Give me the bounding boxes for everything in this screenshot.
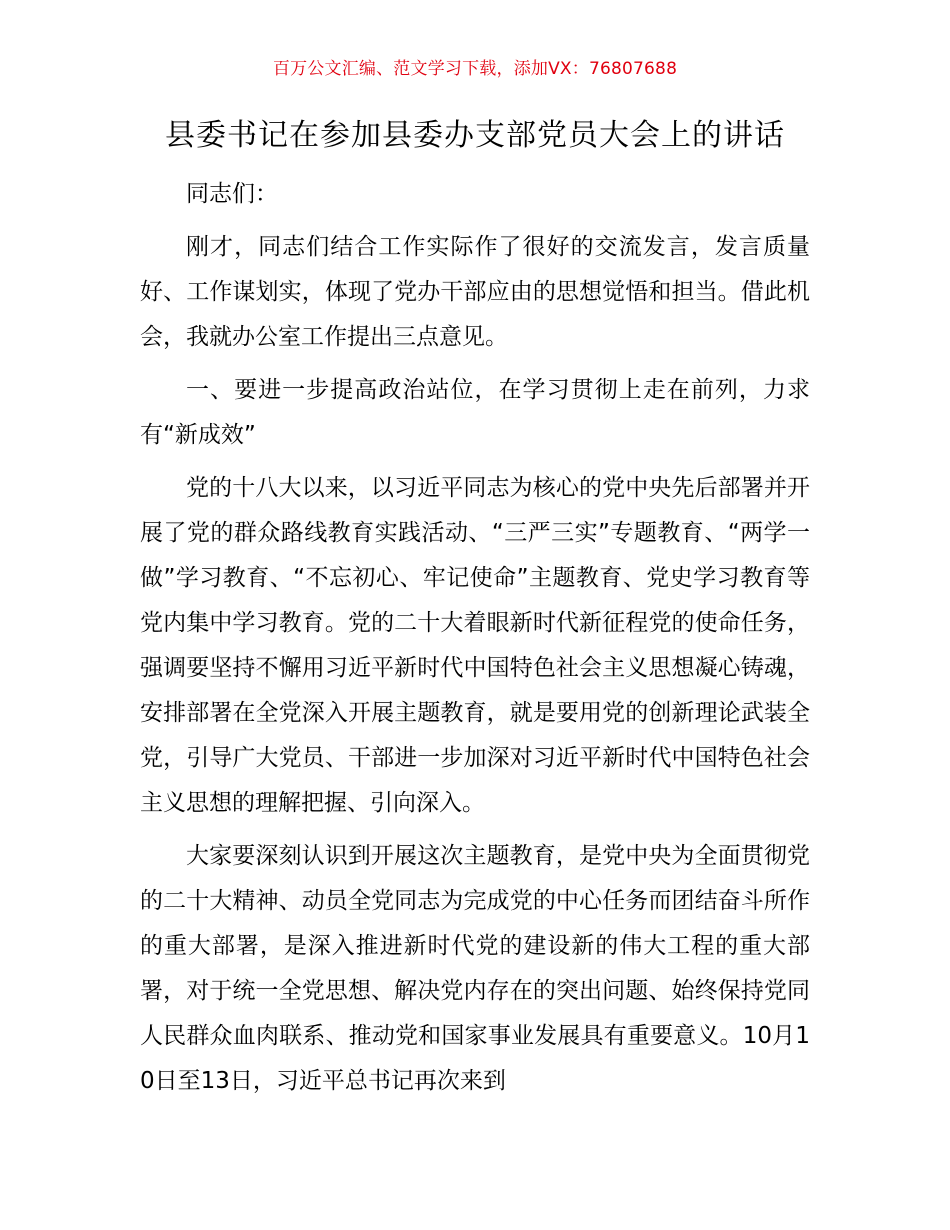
document-body [140, 172, 810, 1104]
watermark-banner: 百万公文汇编、范文学习下载，添加VX：76807688 [272, 59, 678, 79]
paragraph-intro: 刚才，同志们结合工作实际作了很好的交流发言，发言质量好、工作谋划实，体现了党办干部应由的思想觉悟和担当。借此机会，我就办公室工作提出三点意见。 [140, 234, 810, 350]
page-title: 县委书记在参加县委办支部党员大会上的讲话 [165, 118, 785, 153]
section-heading-1: 一、要进一步提高政治站位，在学习贯彻上走在前列，力求有“新成效” [140, 377, 810, 448]
paragraph-body-2: 大家要深刻认识到开展这次主题教育，是党中央为全面贯彻党的二十大精神、动员全党同志为完成党的中心任务而团结奋斗所作的重大部署，是深入推进新时代党的建设新的伟大工程的重大部署，对于统一全党思想、解决党内存在的突出问题、始终保持党同人民群众血肉联系、推动党和国家事业发展具有重要意义。10月10日至13日，习近平总书记再次来到 [140, 843, 810, 1094]
salutation: 同志们： [186, 181, 278, 207]
paragraph-body-1: 党的十八大以来，以习近平同志为核心的党中央先后部署并开展了党的群众路线教育实践活动、“三严三实”专题教育、“两学一做”学习教育、“不忘初心、牢记使命”主题教育、党史学习教育等党内集中学习教育。党的二十大着眼新时代新征程党的使命任务，强调要坚持不懈用习近平新时代中国特色社会主义思想凝心铸魂，安排部署在全党深入开展主题教育，就是要用党的创新理论武装全党，引导广大党员、干部进一步加深对习近平新时代中国特色社会主义思想的理解把握、引向深入。 [140, 475, 810, 816]
